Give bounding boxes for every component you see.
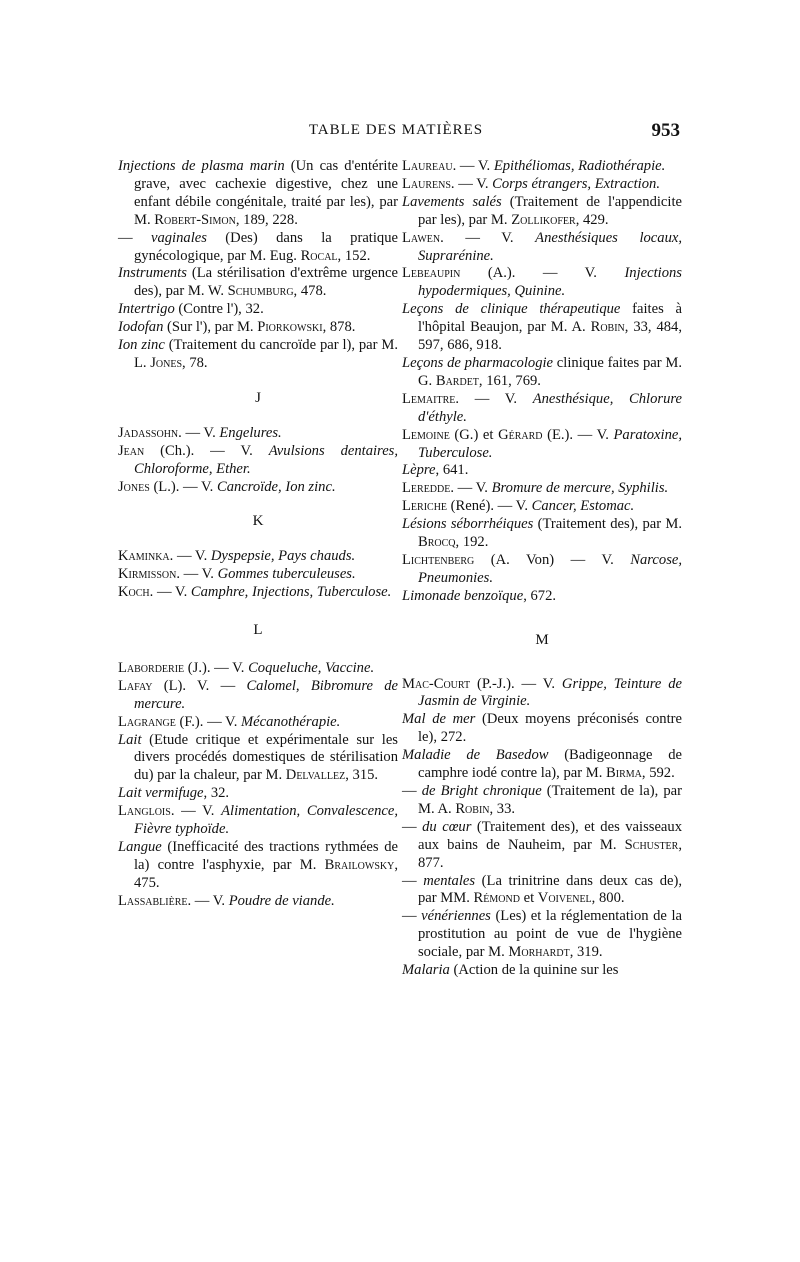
index-entry: Lait (Etude critique et expérimentale sur les divers procédés domestiques de stérilisation du) par la chaleur, par M. Delvallez, 315. — [118, 731, 398, 784]
page-number: 953 — [651, 120, 680, 141]
index-entry: Lichtenberg (A. Von) — V. Narcose, Pneumonies. — [402, 551, 682, 586]
index-entry: Lemaitre. — V. Anesthésique, Chlorure d'éthyle. — [402, 390, 682, 425]
index-entry: Leredde. — V. Bromure de mercure, Syphilis. — [402, 480, 669, 497]
index-entry: Lait vermifuge, 32. — [118, 785, 230, 802]
index-entry: Malaria (Action de la quinine sur les — [402, 962, 619, 979]
index-entry: Maladie de Basedow (Badigeonnage de camphre iodé contre la), par M. Birma, 592. — [402, 747, 682, 782]
section-letter-j: J — [255, 389, 261, 406]
index-entry: Lebeaupin (A.). — V. Injections hypodermiques, Quinine. — [402, 265, 682, 300]
index-entry: Lassablière. — V. Poudre de viande. — [118, 892, 335, 909]
index-entry: Laborderie (J.). — V. Coqueluche, Vaccine. — [118, 659, 375, 676]
index-entry: Kaminka. — V. Dyspepsie, Pays chauds. — [118, 548, 356, 565]
index-entry: Lawen. — V. Anesthésiques locaux, Suprarénine. — [402, 229, 682, 264]
index-entry: Langlois. — V. Alimentation, Convalescence, Fièvre typhoïde. — [118, 803, 399, 838]
index-entry: — du cœur (Traitement des), et des vaisseaux aux bains de Nauheim, par M. Schuster, 877. — [402, 818, 682, 871]
index-entry: Jean (Ch.). — V. Avulsions dentaires, Chloroforme, Ether. — [118, 442, 398, 477]
index-entry: Ion zinc (Traitement du cancroïde par l), par M. L. Jones, 78. — [118, 337, 398, 371]
index-entry: — de Bright chronique (Traitement de la), par M. A. Robin, 33. — [402, 783, 682, 817]
index-entry: Intertrigo (Contre l'), 32. — [118, 301, 264, 318]
index-entry: Jadassohn. — V. Engelures. — [118, 424, 282, 441]
index-entry: Leriche (René). — V. Cancer, Estomac. — [402, 498, 635, 515]
right-column — [402, 158, 682, 980]
index-entry: Iodofan (Sur l'), par M. Piorkowski, 878. — [118, 319, 356, 336]
index-entry: Kirmisson. — V. Gommes tuberculeuses. — [118, 566, 356, 583]
index-entry: Koch. — V. Camphre, Injections, Tuberculose. — [118, 584, 392, 601]
index-entry: Lafay (L). V. — Calomel, Bibromure de mercure. — [118, 677, 399, 712]
index-entry: Instruments (La stérilisation d'extrême urgence des), par M. W. Schumburg, 478. — [118, 265, 398, 300]
section-letter-m: M — [535, 631, 549, 648]
index-entry: Limonade benzoïque, 672. — [402, 587, 557, 604]
index-entry: Mal de mer (Deux moyens préconisés contre le), 272. — [402, 711, 682, 746]
section-letter-k: K — [252, 513, 264, 530]
section-letter-l: L — [253, 622, 263, 639]
index-entry: Leçons de pharmacologie clinique faites par M. G. Bardet, 161, 769. — [402, 354, 682, 389]
page-header — [112, 120, 680, 144]
index-entry: Lemoine (G.) et Gérard (E.). — V. Paratoxine, Tuberculose. — [402, 426, 682, 461]
index-entry: Laureau. — V. Epithéliomas, Radiothérapie. — [402, 158, 666, 174]
index-entry: Jones (L.). — V. Cancroïde, Ion zinc. — [118, 478, 336, 495]
index-entry: Lagrange (F.). — V. Mécanothérapie. — [118, 713, 341, 730]
index-entry: Leçons de clinique thérapeutique faites à l'hôpital Beaujon, par M. A. Robin, 33, 484, 597, 686, 918. — [402, 301, 682, 354]
index-entry: Lavements salés (Traitement de l'appendicite par les), par M. Zollikofer, 429. — [402, 193, 682, 228]
index-entry: Langue (Inefficacité des tractions rythmées de la) contre l'asphyxie, par M. Brailowsky, 475. — [118, 839, 398, 891]
index-entry: Laurens. — V. Corps étrangers, Extraction. — [402, 175, 660, 192]
index-entry: — mentales (La trinitrine dans deux cas de), par MM. Rémond et Voivenel, 800. — [402, 872, 682, 907]
index-entry: — vénériennes (Les) et la réglementation de la prostitution au point de vue de l'hygiène sociale, par M. Morhardt, 319. — [402, 908, 682, 961]
index-entry: — vaginales (Des) dans la pratique gynécologique, par M. Eug. Rocal, 152. — [118, 229, 398, 264]
running-title: TABLE DES MATIÈRES — [308, 122, 484, 138]
index-entry: Mac-Court (P.-J.). — V. Grippe, Teinture de Jasmin de Virginie. — [402, 675, 682, 710]
index-entry: Injections de plasma marin (Un cas d'entérite grave, avec cachexie digestive, chez une enfant débile congénitale, traité par les), par M. Robert-Simon, 189, 228. — [118, 158, 398, 228]
index-entry: Lèpre, 641. — [402, 462, 469, 479]
index-entry: Lésions séborrhéiques (Traitement des), par M. Brocq, 192. — [402, 516, 682, 551]
left-column — [118, 158, 398, 911]
